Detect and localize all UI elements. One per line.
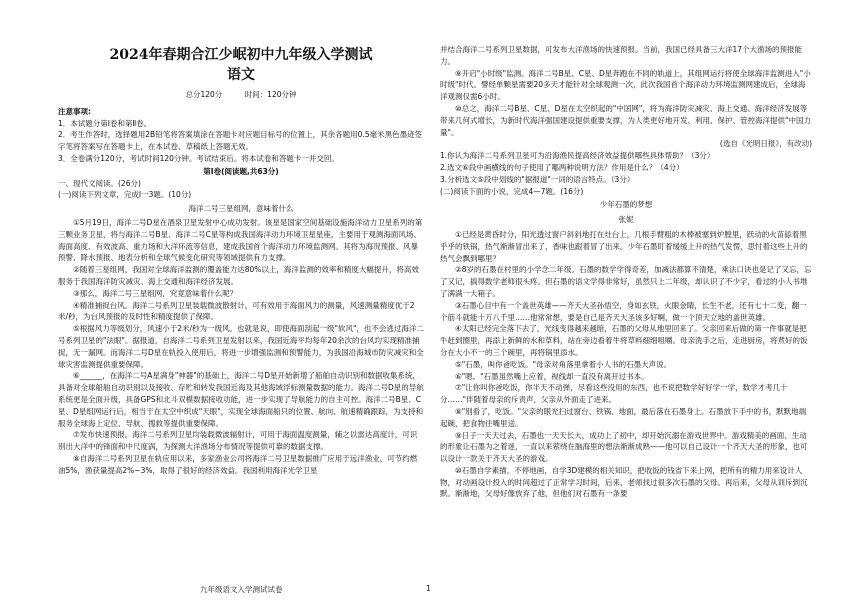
page-number: 1 [426, 584, 431, 593]
story-paragraph: ④太阳已经完全落下去了，光线变得越来越暗，石墨的父母从地里回来了。父亲回来后做的第一件事就是把牛赶到圈里，再添上新鲜的水和草料，站在旁边看着牛将草料细细咀嚼。母亲洗手之后，走进厨房，将煮好的饭分在大小不一的三个碗里，再将锅里添水。 [440, 324, 808, 357]
exam-time: 时间：120分钟 [244, 90, 297, 99]
total-score: 总分120分 [185, 90, 223, 99]
article-paragraph: ⑦发布快速预报。海洋二号系列卫星均装载微波辐射计，可用于海面温度测量，辅之以雷达高度计，可识别出大洋中的锋面和中尺度涡，为探测大洋渔场分布情况等提供可靠的数据支撑。 [58, 430, 418, 452]
article-paragraph: ⑨开启"小时级"监测。海洋二号B星、C星、D星奔跑在不同的轨道上，其组网运行将使全球海洋监测进入"小时级"时代。譬经单颗星需要20多天才能针对全球观测一次，此次我国首个海洋动力环境监测网建成后，全球海洋观测仅需6小时。 [440, 68, 811, 102]
article-paragraph: ③那么，海洋二号三星组网，究竟意味着什么呢？ [73, 288, 238, 298]
note-item: 2．考生作答时，选择题用2B铅笔将答案填涂在答题卡对应题目标号的位置上，其余各题用0.5毫米黑色墨迹签字笔将答案写在答题卡上，在本试卷、草稿纸上答题无效。 [58, 130, 423, 152]
volume1-title: 第Ⅰ卷(阅读题,共63分) [203, 166, 279, 176]
exam-info [58, 89, 424, 101]
story-paragraph: ①已经是黄昏时分，阳光透过窗户斜斜地打在灶台上，几根手臂粗的木棒被塞到炉膛里，跃动的火苗舔着黑乎乎的铁锅，热气渐渐冒出来了，香味也跟着冒了出来。少年石墨盯着缓缓上升的热气发愣，思忖着这些上升的热气会飘到哪里？ [440, 229, 808, 263]
story-paragraph: ⑤"石墨，叫你爸吃饭。"母亲对角落里拿着小人书的石墨大声说。 [455, 359, 672, 369]
story-paragraph: ⑨日子一天天过去，石墨也一天天长大，成功上了初中，却开始沉溺在游戏世界中。游戏精美的画面、生动的形象让石墨为之着迷，一直以来萦绕在脑海里的想法渐渐成熟——他可以自己设计一个齐天大圣的形象，也可以设计一款关于齐天大圣的游戏。 [440, 430, 808, 464]
question-item: 1.你认为海洋二号系列卫星可为沿海渔民提高经济效益提供哪些具体帮助？（3分） [440, 151, 715, 161]
article-paragraph: ⑥______，在海洋二号A星满身"神器"的基础上，海洋二号D星开始新增了船舶自动识别和数据收集系统，具备对全球船舶自动识别以及接收、存贮和转发我国近海及其他海域浮标测量数据的能力。海洋二号D星的导航系统更是全面升级，具备GPS和北斗双模数据接收功能，进一步实现了导航能力的自主可控。海洋二号B星、C星、D星组网运行后，相当于在太空中织成"天眼"，实现全球海面船只的位置、航向、航速精确跟踪，为支持和服务全球海上定位、导航、搜救等提供重要保障。 [58, 371, 424, 428]
left-column [58, 42, 424, 477]
article-paragraph: ④精准捕捉台风。海洋二号系列卫星装载微波散射计，可有效用于海面风力的测量，风速测量精度优于2米/秒，为台风预报的及时性和精度提供了保障。 [58, 300, 415, 322]
notes-heading: 注意事项: [58, 106, 91, 116]
subject-title: 语文 [227, 67, 255, 83]
story-title: 少年石墨的梦想 [599, 200, 653, 210]
story-paragraph: ⑩石墨自学素描，不停地画，自学3D建模的相关知识，把收饭的钱省下来上网，把所有的精力用来设计人物，对动画设计投入的时间超过了正常学习时间，后来，老师找过很多次石墨的父母。再后来，父母从训斥到沉默。渐渐地，父母好像放弃了他，但他们对石墨有一条要 [440, 465, 808, 499]
question-item: 2.选文⑥段中画横线的句子使用了哪两种说明方法？作用是什么？（4分） [440, 162, 684, 172]
article-title: 海洋二号三星组网，意味着什么 [188, 204, 294, 214]
section-heading: 一、现代文阅读。(26分) [58, 178, 141, 188]
story-paragraph: ⑦"让你叫你爸吃饭，你半天不动弹，尽看这些没用的东西，也不说把数学好好学一学，数学才考几十分……"伴随着母亲的斥责声，父亲从外面走了进来。 [440, 383, 788, 405]
part-heading: (二)阅读下面的小说，完成4—7题。(16分) [440, 186, 584, 196]
article-paragraph: ②随着三星组网，我国对全球海洋监测的覆盖能力达80%以上，海洋监测的效率和精度大幅提升，将高效服务于我国海洋防灾减灾、海上交通和海洋经济发展。 [58, 265, 419, 286]
story-paragraph: ③石墨心目中有一个盖世英雄——齐天大圣孙悟空，身如玄铁，火眼金睛，长生不老，还有七十二变，翻一个筋斗就能十万八千里……他常常想，要是自己是齐天大圣该多好啊，做一个顶天立地的盖世英雄。 [440, 300, 807, 322]
story-paragraph: ⑧"别看了，吃饭。"父亲的眼光扫过窗台、铁锅、地面，最后落在石墨身上。石墨放下手中的书，默默地端起碗，把食物往嘴里送。 [440, 406, 807, 428]
story-paragraph: ②8岁的石墨在村里的小学念二年级。石墨的数学学得奇差，加减法都算不清楚，乘法口诀也是记了又忘，忘了又记，搞得数学老师很头疼。但石墨的语文学得非常好，虽然只上二年级，却认识了不少字，看过的小人书堆了满满一大箱子。 [440, 265, 812, 298]
article-source: (选自《光明日报》，有改动) [719, 139, 812, 149]
footer-label: 九年级语文入学测试试卷 [200, 585, 283, 594]
story-paragraph: ⑥"嗯。"石墨虽然嘴上应着，视线却一直没有离开过书本。 [455, 371, 649, 381]
note-item: 3．全卷满分120分，考试时间120分钟。考试结束后。将本试卷和答题卡一并交回。 [58, 153, 339, 163]
article-paragraph: ①5月19日，海洋二号D星在酒泉卫星发射中心成功发射。该星是国家空间基础设施海洋动力卫星系列的第三颗业务卫星，将与海洋二号B星、海洋二号C星等构成我国海洋动力环境卫星星座，主要用于观测海面风场、海面高度、有效波高、重力场和大洋环流等信息，建成我国首个海洋动力环境监测网。其将为海况预报、风暴预警、降水预报、地表分析和全球气候变化研究等领域提供有力支撑。 [58, 217, 423, 263]
article-paragraph: ⑤根据风力等级划分，风速小于2米/秒为一级风。也就是说，即使海面刮起一级"软风"，也不会逃过海洋二号系列卫星的"法眼"。据报道，自海洋二号系列卫星发射以来，我国近海平均每年20余次的台风均实现精准捕捉，无一漏网。而海洋二号D星在轨投入使用后，将进一步增强监测和预警能力，为我国沿海城市防灾减灾和全球灾害监测提供重要保障。 [58, 324, 424, 369]
story-author: 张妮 [618, 215, 634, 225]
note-item: 1．本试题分第Ⅰ卷和第Ⅱ卷。 [58, 118, 152, 128]
question-item: 3.分析选文⑤段中划线的"据报道"一词的语言特点。（3分） [440, 174, 635, 184]
part-heading: (一)阅读下列文章，完成Ⅰ一3题。(10分) [58, 190, 192, 200]
article-paragraph: 并结合海洋二号系列卫星数据，可发布大洋渔场的快速预报。当前，我国已经具备三大洋17个大渔场的预报能力。 [440, 45, 803, 66]
article-paragraph: ⑧自海洋二号系列卫星在轨应用以来，多家渔业公司将海洋二号卫星数据推广应用于远洋渔业，可节约燃油5%，渔获量提高2%~3%，取得了很好的经济效益。我国利用海洋光学卫星 [58, 453, 418, 475]
article-paragraph: ⑩总之，海洋二号B星、C星、D星在太空织起的"中国网"，将为海洋防灾减灾、海上交通、海洋经济发展等带来几何式增长，为新时代海洋强国建设提供重要支撑，为人类更好地开发、利用、保护、管控海洋提供"中国力量"。 [440, 103, 811, 137]
right-column [440, 44, 812, 500]
exam-title: 2024年春期合江少岷初中九年级入学测试 [109, 47, 373, 63]
